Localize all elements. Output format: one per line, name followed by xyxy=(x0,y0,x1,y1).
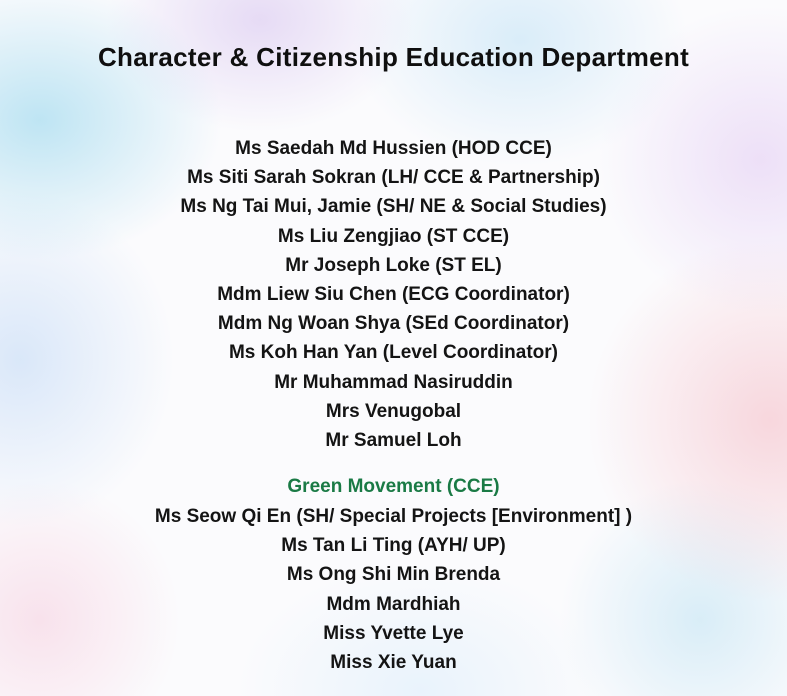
member-name: Miss Xie Yuan xyxy=(330,651,457,673)
member-name: Ms Saedah Md Hussien (HOD CCE) xyxy=(235,138,552,159)
member-name: Mr Samuel Loh xyxy=(325,429,462,451)
member-name: Miss Yvette Lye xyxy=(323,622,464,644)
member-name: Ms Tan Li Ting (AYH/ UP) xyxy=(281,535,506,557)
member-name: Mr Muhammad Nasiruddin xyxy=(274,371,513,393)
member-name: Ms Ng Tai Mui, Jamie (SH/ NE & Social Studies) xyxy=(180,196,607,218)
member-name: Mr Joseph Loke (ST EL) xyxy=(285,254,502,276)
member-name: Mdm Mardhiah xyxy=(326,593,461,615)
member-name: Ms Ong Shi Min Brenda xyxy=(286,564,501,586)
member-name: Ms Koh Han Yan (Level Coordinator) xyxy=(228,342,559,364)
member-name: Mdm Liew Siu Chen (ECG Coordinator) xyxy=(217,283,570,305)
green-movement-heading: Green Movement (CCE) xyxy=(287,476,500,497)
member-name: Ms Siti Sarah Sokran (LH/ CCE & Partnership) xyxy=(187,167,600,189)
member-name: Mdm Ng Woan Shya (SEd Coordinator) xyxy=(217,313,570,335)
member-name: Mrs Venugobal xyxy=(325,400,462,422)
member-name: Ms Seow Qi En (SH/ Special Projects [Environment] ) xyxy=(154,506,633,527)
member-name: Ms Liu Zengjiao (ST CCE) xyxy=(277,225,510,247)
department-member-list xyxy=(0,134,787,455)
page-title: Character & Citizenship Education Department xyxy=(97,42,690,72)
green-movement-member-list xyxy=(0,502,787,677)
